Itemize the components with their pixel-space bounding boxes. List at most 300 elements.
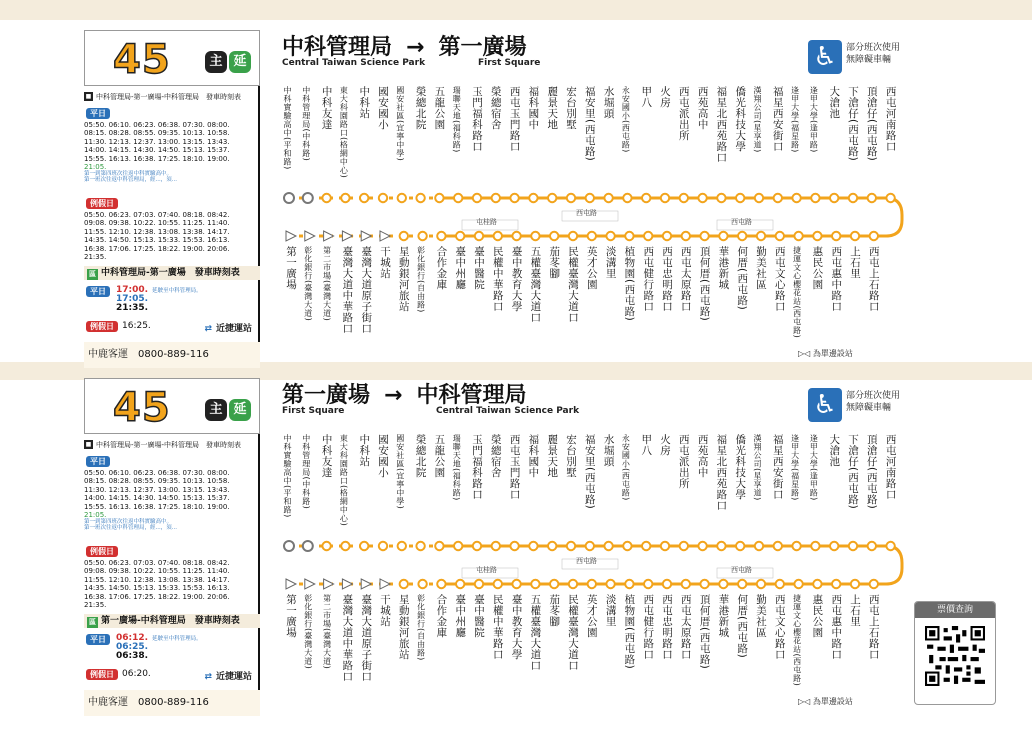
top-stop-label: 榮總宿舍: [489, 434, 502, 478]
top-stop-label: 中科站: [358, 434, 371, 467]
top-stop-marker: [849, 194, 857, 202]
ext-holiday-time: 16:25.: [122, 321, 151, 331]
top-stop-label: 福星西安街口: [771, 86, 784, 152]
holiday-time-row: 09:08. 09:38. 10:22. 10:55. 11:25. 11:40.: [84, 219, 230, 228]
top-stop-marker: [792, 194, 800, 202]
bottom-stop-marker: [456, 580, 464, 588]
top-stop-marker: [586, 542, 594, 550]
fare-title: 票價查詢: [915, 602, 995, 618]
top-stop-label: 玉門福科路口: [471, 434, 483, 500]
top-stop-label: 福安里(西屯路): [583, 434, 596, 510]
top-stop-label: 甲八: [640, 434, 653, 456]
bottom-stop-label: 臺灣大道原子街口: [360, 246, 373, 334]
bottom-stop-marker: [851, 580, 859, 588]
top-stop-label: 麗景天地: [546, 434, 559, 478]
bottom-stop-label: 臺灣大道中華路口: [341, 246, 354, 334]
top-stop-label: 東大科園路口(格網中心): [339, 86, 349, 179]
route-number: 45: [113, 385, 171, 431]
one-way-stop-marker: [305, 231, 315, 241]
top-stop-label: 中科站: [358, 86, 371, 119]
top-stop-marker: [284, 193, 294, 203]
main-route-badge: 主: [205, 51, 227, 73]
top-stop-marker: [736, 542, 744, 550]
top-stop-marker: [830, 194, 838, 202]
top-stop-label: 西屯河南路口: [884, 434, 897, 500]
top-stop-marker: [510, 194, 518, 202]
route-from-english: First Square: [282, 406, 345, 416]
one-way-stop-marker: [361, 579, 371, 589]
bottom-stop-label: 臺灣大道原子街口: [360, 594, 373, 682]
weekday-time-row: 05:50. 06:10. 06:23. 06:38. 07:30. 08:00.: [84, 121, 230, 129]
road-label: 西屯路: [731, 566, 752, 574]
weekday-note-2: 第一班次往返中科管理局，經...，須...: [84, 177, 177, 184]
top-stop-label: 大滄池: [828, 434, 841, 467]
ext-weekday-note: 延駛至中科管理局。: [152, 288, 202, 294]
top-stop-marker: [284, 541, 294, 551]
top-stop-marker: [642, 542, 650, 550]
bottom-stop-marker: [475, 580, 483, 588]
bottom-stop-label: 英才公園: [585, 594, 598, 638]
bottom-stop-label: 植物園(西屯路): [623, 246, 636, 322]
fare-query-box[interactable]: [914, 601, 996, 705]
top-stop-marker: [492, 194, 500, 202]
bottom-stop-label: 茄苳腳: [548, 246, 561, 279]
bottom-stop-marker: [682, 232, 690, 240]
top-stop-label: 僑光科技大學: [734, 86, 747, 152]
top-stop-marker: [755, 542, 763, 550]
top-stop-marker: [698, 194, 706, 202]
top-stop-label: 西屯派出所: [677, 434, 690, 489]
bottom-stop-label: 西屯忠明路口: [661, 246, 673, 312]
road-label: 西屯路: [576, 557, 597, 565]
top-stop-label: 西屯玉門路口: [508, 434, 521, 500]
bottom-stop-marker: [475, 232, 483, 240]
holiday-time-row: 16:38. 17:06. 17:25. 18:22. 19:00. 20:06.: [84, 244, 230, 253]
bottom-stop-label: 頂何厝(西屯路): [698, 594, 711, 670]
route-to-english: First Square: [478, 58, 541, 68]
bottom-stop-marker: [625, 580, 633, 588]
bottom-stop-label: 彰化銀行(臺灣大道): [303, 246, 313, 322]
top-stop-label: 福科國中: [527, 86, 540, 130]
main-timetable-title: 中科管理局-第一廣場-中科管理局 發車時刻表: [96, 92, 242, 101]
top-stop-marker: [303, 541, 313, 551]
bottom-stop-label: 民權中華路口: [491, 246, 504, 312]
top-stop-label: 國安社區(宜寧中學): [395, 434, 405, 510]
weekday-time-row: 05:50. 06:10. 06:23. 06:38. 07:30. 08:00.: [84, 469, 230, 477]
bottom-stop-marker: [738, 580, 746, 588]
bottom-stop-marker: [569, 232, 577, 240]
bottom-stop-marker: [700, 232, 708, 240]
top-stop-marker: [792, 542, 800, 550]
bottom-stop-label: 西屯健行路口: [642, 594, 655, 660]
top-stop-marker: [322, 194, 330, 202]
bottom-stop-marker: [719, 232, 727, 240]
extension-timetable-title: 中科管理局-第一廣場 發車時刻表: [101, 268, 240, 278]
bottom-stop-label: 何厝(西屯路): [736, 594, 749, 659]
bottom-stop-label: 臺中教育大學: [510, 246, 523, 312]
bottom-stop-label: 捷運文心櫻花站(西屯路): [792, 246, 802, 339]
bottom-stop-label: 捷運文心櫻花站(西屯路): [792, 594, 802, 687]
top-stop-marker: [661, 542, 669, 550]
bottom-stop-label: 臺中州廳: [454, 594, 467, 638]
one-way-stop-marker: [380, 579, 390, 589]
bottom-stop-marker: [794, 232, 802, 240]
bottom-stop-marker: [663, 580, 671, 588]
direction-arrow-icon: →: [406, 35, 425, 60]
top-stop-label: 中科管理局(中科路): [301, 434, 311, 510]
top-stop-label: 麗景天地: [546, 86, 559, 130]
top-stop-marker: [774, 194, 782, 202]
top-stop-label: 水堀頭: [602, 86, 615, 119]
top-stop-marker: [830, 542, 838, 550]
holiday-time-row: 16:38. 17:06. 17:25. 18:22. 19:00. 20:06.: [84, 592, 230, 601]
bottom-stop-label: 西屯上石路口: [867, 246, 880, 312]
one-way-stop-marker: [342, 579, 352, 589]
top-stop-marker: [868, 542, 876, 550]
top-stop-marker: [416, 194, 424, 202]
weekday-time-row: 11:30. 12:13. 12:37. 13:00. 13:15. 13:43.: [84, 485, 230, 494]
bottom-stop-label: 合作金庫: [435, 246, 448, 290]
bottom-stop-label: 植物園(西屯路): [623, 594, 636, 670]
bottom-stop-label: 西屯惠中路口: [830, 246, 843, 312]
bottom-stop-marker: [644, 580, 652, 588]
bottom-stop-label: 何厝(西屯路): [736, 246, 749, 311]
bottom-stop-marker: [512, 232, 520, 240]
top-stop-label: 西屯河南路口: [884, 86, 897, 152]
top-band: [0, 0, 1032, 20]
top-stop-label: 西屯玉門路口: [508, 86, 521, 152]
bottom-stop-label: 第一廣場: [285, 246, 297, 290]
top-stop-marker: [341, 542, 349, 550]
bottom-stop-label: 西屯文心路口: [773, 594, 786, 660]
bottom-stop-marker: [418, 580, 426, 588]
road-label: 屯桂路: [476, 218, 497, 226]
top-stop-marker: [398, 542, 406, 550]
bottom-stop-label: 星動銀河旅站: [397, 594, 410, 660]
weekday-time-row: 15:55. 16:13. 16:38. 17:25. 18:10. 19:00.: [84, 502, 230, 511]
accessibility-line-1: 部分班次使用: [846, 391, 901, 401]
top-stop-marker: [473, 542, 481, 550]
bottom-stop-label: 民權臺灣大道口: [567, 594, 579, 671]
top-stop-label: 永安國小(西屯路): [621, 86, 631, 153]
metro-transfer-icon: ⇄: [204, 324, 212, 334]
top-stop-marker: [435, 194, 443, 202]
bottom-stop-label: 英才公園: [585, 246, 598, 290]
top-stop-label: 國安國小: [377, 434, 389, 478]
top-stop-label: 水堀頭: [602, 434, 615, 467]
top-stop-label: 福星西安街口: [771, 434, 784, 500]
top-stop-label: 逢甲大學(福星路): [790, 434, 800, 501]
ext-weekday-note: 延駛至中科管理局。: [152, 636, 202, 642]
ext-weekday-label: 平日: [86, 634, 110, 645]
bottom-stop-label: 彰化銀行(自由路): [416, 246, 426, 313]
top-stop-label: 漢翔公司(星享道): [753, 434, 762, 501]
bottom-stop-marker: [813, 580, 821, 588]
bottom-stop-marker: [625, 232, 633, 240]
top-stop-marker: [755, 194, 763, 202]
top-stop-marker: [379, 194, 387, 202]
road-label: 西屯路: [731, 218, 752, 226]
top-stop-label: 中科管理局(中科路): [301, 86, 311, 162]
top-stop-marker: [680, 194, 688, 202]
ext-holiday-time: 06:20.: [122, 669, 151, 679]
bottom-stop-marker: [569, 580, 577, 588]
top-stop-label: 玉門福科路口: [471, 86, 483, 152]
bottom-stop-label: 西屯忠明路口: [661, 594, 673, 660]
panel-outbound: [0, 22, 1032, 374]
top-stop-marker: [529, 194, 537, 202]
bottom-stop-label: 勤美社區: [755, 246, 767, 290]
bottom-stop-marker: [776, 580, 784, 588]
ext-holiday-label: 例假日: [86, 669, 118, 680]
weekday-time-row: 14:00. 14:15. 14:30. 14:50. 15:13. 15:37.: [84, 494, 230, 503]
top-stop-label: 逢甲大學(逢甲路): [809, 86, 819, 153]
bottom-stop-marker: [776, 232, 784, 240]
bottom-stop-label: 惠民公園: [811, 246, 824, 290]
bottom-stop-label: 彰化銀行(臺灣大道): [303, 594, 313, 670]
top-stop-label: 逢甲大學(福星路): [790, 86, 800, 153]
top-stop-label: 下滄仔(西屯路): [847, 86, 859, 162]
one-way-stop-marker: [286, 579, 296, 589]
top-stop-label: 國安國小: [377, 86, 389, 130]
top-stop-marker: [642, 194, 650, 202]
bottom-stop-label: 干城站: [379, 246, 391, 279]
top-stop-label: 西屯派出所: [677, 86, 690, 141]
top-stop-marker: [623, 542, 631, 550]
one-way-stop-marker: [380, 231, 390, 241]
bottom-stop-label: 臺中州廳: [454, 246, 467, 290]
holiday-time-row: 21:35.: [84, 601, 107, 610]
holiday-time-row: 09:08. 09:38. 10:22. 10:55. 11:25. 11:40.: [84, 567, 230, 576]
ext-weekday-time: 17:00.: [116, 285, 149, 295]
road-label: 屯桂路: [476, 566, 497, 574]
bottom-stop-label: 民權中華路口: [491, 594, 504, 660]
holiday-time-row: 11:55. 12:10. 12:38. 13:08. 13:38. 14:17.: [84, 227, 230, 236]
top-stop-label: 甲八: [640, 86, 653, 108]
road-label: 西屯路: [576, 209, 597, 217]
bottom-stop-label: 西屯太原路口: [679, 246, 692, 312]
top-stop-marker: [529, 542, 537, 550]
metro-legend-text: 近捷運站: [215, 672, 252, 682]
bottom-stop-label: 西屯健行路口: [642, 246, 655, 312]
one-way-stop-marker: [305, 579, 315, 589]
top-stop-label: 福安里(西屯路): [583, 86, 596, 162]
holiday-time-row: 14:35. 14:50. 15:13. 15:33. 15:53. 16:13.: [84, 236, 230, 245]
bottom-stop-label: 頂何厝(西屯路): [698, 246, 711, 322]
bottom-stop-label: 勤美社區: [755, 594, 767, 638]
top-stop-label: 宏台別墅: [565, 434, 577, 478]
extension-badge: 延: [229, 399, 251, 421]
top-stop-marker: [717, 194, 725, 202]
ext-weekday-time: 06:12.: [116, 633, 149, 643]
top-stop-label: 頂滄仔(西屯路): [865, 434, 878, 510]
route-from-english: Central Taiwan Science Park: [282, 58, 426, 68]
top-stop-label: 榮總宿舍: [489, 86, 502, 130]
top-stop-label: 福科國中: [527, 434, 540, 478]
top-stop-marker: [604, 194, 612, 202]
wheelchair-icon: ♿: [808, 388, 842, 422]
top-stop-marker: [341, 194, 349, 202]
top-stop-marker: [492, 542, 500, 550]
weekday-time-row: 21:05.: [84, 511, 107, 520]
weekday-note-2: 第一班次往返中科管理局，經...，須...: [84, 525, 177, 532]
bottom-stop-label: 上石里: [849, 594, 861, 627]
top-stop-marker: [548, 542, 556, 550]
top-stop-marker: [454, 542, 462, 550]
main-route-marker: ■: [85, 93, 92, 100]
top-stop-marker: [360, 194, 368, 202]
top-stop-marker: [322, 542, 330, 550]
bottom-stop-label: 茄苳腳: [548, 594, 561, 627]
route-to-english: Central Taiwan Science Park: [436, 406, 580, 416]
top-stop-marker: [548, 194, 556, 202]
bottom-stop-marker: [512, 580, 520, 588]
bottom-stop-label: 上石里: [849, 246, 861, 279]
top-stop-label: 福星北西苑路口: [715, 434, 728, 511]
extension-marker: 區: [89, 270, 96, 278]
bottom-stop-label: 西屯文心路口: [773, 246, 786, 312]
one-way-stop-marker: [286, 231, 296, 241]
bottom-stop-marker: [757, 232, 765, 240]
bottom-stop-marker: [437, 580, 445, 588]
bottom-stop-label: 民權臺灣大道口: [567, 246, 579, 323]
bottom-stop-marker: [531, 232, 539, 240]
top-stop-label: 國安社區(宜寧中學): [395, 86, 405, 162]
weekday-time-row: 11:30. 12:13. 12:37. 13:00. 13:15. 13:43.: [84, 137, 230, 146]
one-way-stop-marker: [342, 231, 352, 241]
top-stop-label: 中科友達: [320, 86, 333, 130]
accessibility-line-2: 無障礙車輛: [846, 403, 892, 413]
top-stop-marker: [849, 542, 857, 550]
top-stop-marker: [717, 542, 725, 550]
top-stop-marker: [567, 542, 575, 550]
top-stop-marker: [698, 542, 706, 550]
top-stop-marker: [473, 194, 481, 202]
bottom-stop-label: 西屯太原路口: [679, 594, 692, 660]
bottom-stop-label: 彰化銀行(自由路): [416, 594, 426, 661]
weekday-time-row: 08:15. 08:28. 08:55. 09:35. 10:13. 10:58.: [84, 477, 230, 486]
one-way-legend: ▷◁ 為單邊設站: [798, 349, 853, 358]
top-stop-label: 僑光科技大學: [734, 434, 747, 500]
holiday-time-row: 05:50. 06:23. 07:03. 07:40. 08:18. 08:42.: [84, 211, 230, 219]
bottom-stop-label: 合作金庫: [435, 594, 448, 638]
one-way-stop-marker: [361, 231, 371, 241]
main-timetable-title: 中科管理局-第一廣場-中科管理局 發車時刻表: [96, 440, 242, 449]
bottom-stop-marker: [700, 580, 708, 588]
top-stop-label: 火房: [659, 434, 671, 456]
top-stop-marker: [398, 194, 406, 202]
bottom-stop-label: 五權臺灣大道口: [529, 594, 542, 671]
bottom-stop-marker: [606, 232, 614, 240]
top-stop-label: 榮總北院: [414, 434, 427, 478]
bottom-stop-marker: [757, 580, 765, 588]
bottom-stop-label: 干城站: [379, 594, 391, 627]
bottom-stop-marker: [832, 232, 840, 240]
top-stop-label: 瑞聯天地(福科路): [452, 434, 462, 501]
qr-code-icon[interactable]: [925, 626, 985, 686]
ext-weekday-time: 21:35.: [116, 303, 149, 313]
one-way-legend: ▷◁ 為單邊設站: [798, 697, 853, 706]
holiday-time-row: 21:35.: [84, 253, 107, 262]
top-stop-label: 永安國小(西屯路): [621, 434, 631, 501]
top-stop-marker: [510, 542, 518, 550]
route-line-diagram: [0, 22, 1032, 374]
bottom-stop-label: 華港新城: [717, 594, 730, 638]
top-stop-label: 五龍公園: [433, 434, 446, 478]
operator-contact: 中鹿客運 0800-889-116: [84, 690, 260, 716]
extension-timetable-title: 第一廣場-中科管理局 發車時刻表: [101, 616, 240, 626]
bottom-stop-marker: [870, 580, 878, 588]
bottom-stop-marker: [588, 580, 596, 588]
bottom-stop-marker: [400, 232, 408, 240]
accessibility-line-2: 無障礙車輛: [846, 55, 892, 65]
route-to: 中科管理局: [416, 383, 527, 408]
holiday-time-row: 11:55. 12:10. 12:38. 13:08. 13:38. 14:17.: [84, 575, 230, 584]
bottom-stop-marker: [456, 232, 464, 240]
top-stop-label: 瑞聯天地(福科路): [452, 86, 462, 153]
top-stop-marker: [435, 542, 443, 550]
bottom-stop-marker: [719, 580, 727, 588]
route-from: 中科管理局: [282, 35, 393, 60]
bottom-stop-marker: [813, 232, 821, 240]
bottom-stop-marker: [851, 232, 859, 240]
bottom-stop-label: 西屯上石路口: [867, 594, 880, 660]
bottom-stop-marker: [870, 232, 878, 240]
top-stop-marker: [379, 542, 387, 550]
wheelchair-icon: ♿: [808, 40, 842, 74]
route-line-diagram: [0, 370, 1032, 722]
top-stop-marker: [774, 542, 782, 550]
panel-return: [0, 370, 1032, 722]
bottom-stop-marker: [644, 232, 652, 240]
top-stop-label: 五龍公園: [433, 86, 446, 130]
top-stop-label: 宏台別墅: [565, 86, 577, 130]
top-stop-marker: [416, 542, 424, 550]
top-stop-marker: [680, 542, 688, 550]
ext-holiday-label: 例假日: [86, 321, 118, 332]
bottom-stop-marker: [437, 232, 445, 240]
bottom-stop-marker: [418, 232, 426, 240]
bottom-stop-marker: [832, 580, 840, 588]
top-stop-marker: [586, 194, 594, 202]
holiday-label: 例假日: [86, 198, 118, 209]
bottom-stop-label: 臺中醫院: [473, 246, 485, 290]
bottom-stop-label: 惠民公園: [811, 594, 824, 638]
top-stop-marker: [303, 193, 313, 203]
top-stop-label: 中科實驗高中(平和路): [283, 434, 292, 518]
bottom-stop-label: 華港新城: [717, 246, 730, 290]
bottom-stop-marker: [400, 580, 408, 588]
operator-contact: 中鹿客運 0800-889-116: [84, 342, 260, 368]
bottom-stop-marker: [738, 232, 746, 240]
holiday-time-row: 05:50. 06:23. 07:03. 07:40. 08:18. 08:42.: [84, 559, 230, 567]
top-stop-marker: [886, 542, 894, 550]
route-from: 第一廣場: [282, 383, 371, 408]
bottom-stop-label: 第一廣場: [285, 594, 297, 638]
top-stop-label: 西苑高中: [696, 86, 709, 130]
bottom-stop-label: 西屯惠中路口: [830, 594, 843, 660]
bottom-stop-marker: [531, 580, 539, 588]
extension-badge: 延: [229, 51, 251, 73]
top-stop-marker: [811, 542, 819, 550]
top-stop-marker: [623, 194, 631, 202]
ext-weekday-time: 06:38.: [116, 651, 149, 661]
weekday-time-row: 14:00. 14:15. 14:30. 14:50. 15:13. 15:37.: [84, 146, 230, 155]
top-stop-label: 東大科園路口(格網中心): [339, 434, 349, 527]
top-stop-label: 頂滄仔(西屯路): [865, 86, 878, 162]
holiday-label: 例假日: [86, 546, 118, 557]
bottom-stop-label: 臺中教育大學: [510, 594, 523, 660]
